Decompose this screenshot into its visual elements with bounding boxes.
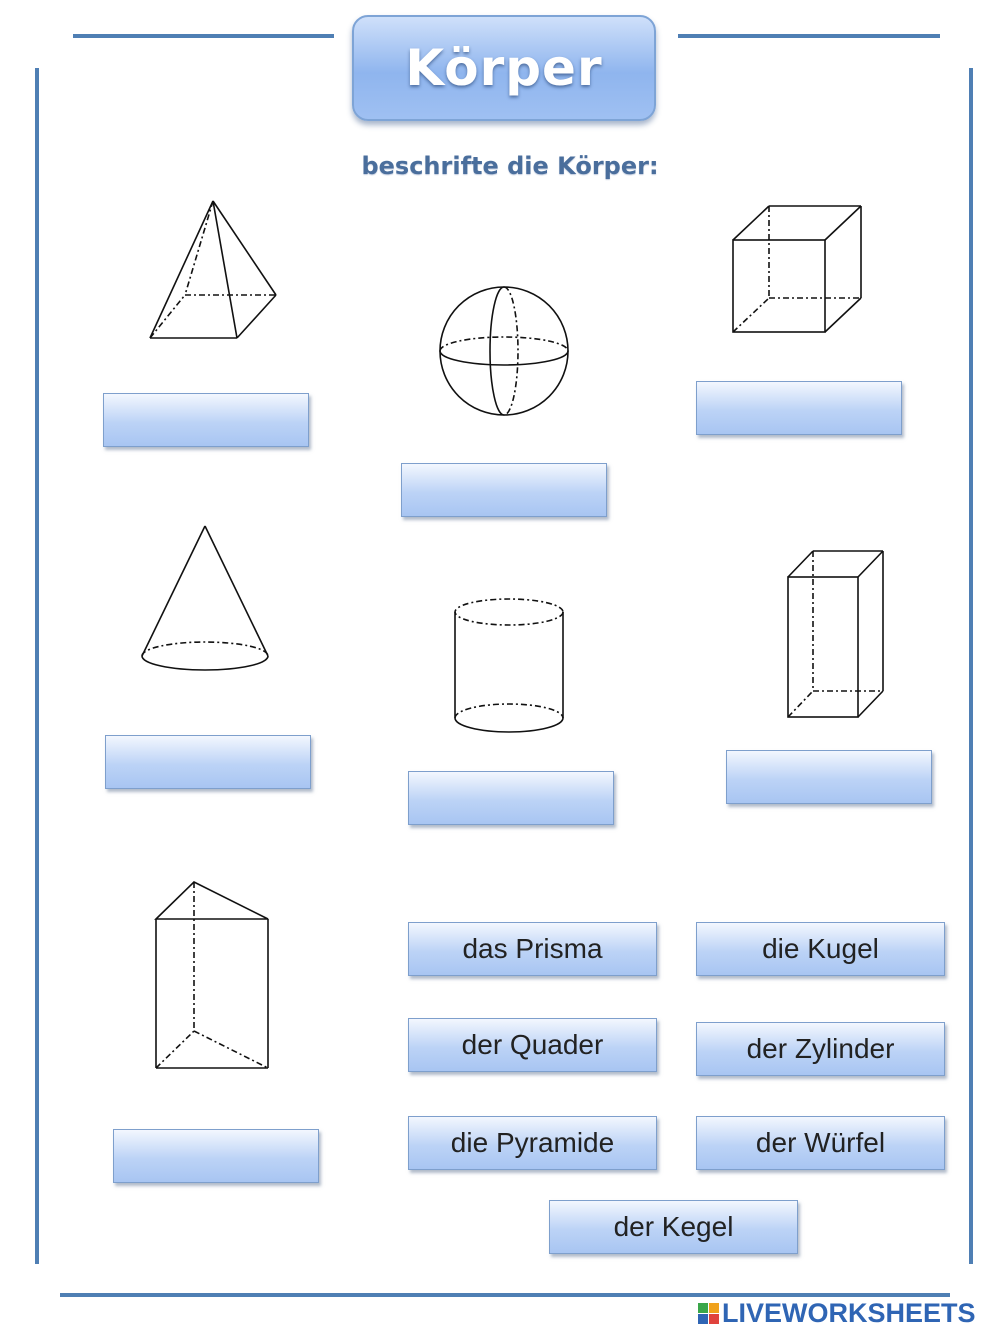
pyramid-icon xyxy=(140,195,285,345)
drop-box-cone[interactable] xyxy=(105,735,311,789)
logo-text: LIVEWORKSHEETS xyxy=(722,1297,976,1328)
cone-icon xyxy=(133,520,278,675)
logo-mark-icon xyxy=(698,1303,719,1324)
sphere-icon xyxy=(433,282,575,420)
drop-box-cuboid[interactable] xyxy=(726,750,932,804)
frame-left-line xyxy=(35,68,39,1264)
answer-tile[interactable]: die Kugel xyxy=(696,922,945,976)
drop-box-cylinder[interactable] xyxy=(408,771,614,825)
answer-tile[interactable]: der Würfel xyxy=(696,1116,945,1170)
drop-box-sphere[interactable] xyxy=(401,463,607,517)
prism-icon xyxy=(148,876,276,1076)
drop-box-cube[interactable] xyxy=(696,381,902,435)
cube-icon xyxy=(724,198,869,340)
title-banner xyxy=(352,15,656,121)
answer-tile[interactable]: der Quader xyxy=(408,1018,657,1072)
instruction-text: beschrifte die Körper: xyxy=(361,152,659,180)
liveworksheets-logo xyxy=(698,1296,976,1330)
drop-box-prism[interactable] xyxy=(113,1129,319,1183)
frame-top-right-line xyxy=(678,34,940,38)
answer-tile[interactable]: das Prisma xyxy=(408,922,657,976)
frame-top-left-line xyxy=(73,34,334,38)
answer-tile[interactable]: die Pyramide xyxy=(408,1116,657,1170)
cuboid-icon xyxy=(780,545,890,725)
drop-box-pyramid[interactable] xyxy=(103,393,309,447)
cylinder-icon xyxy=(447,592,572,742)
answer-tile[interactable]: der Zylinder xyxy=(696,1022,945,1076)
frame-right-line xyxy=(969,68,973,1264)
page-title: Körper xyxy=(405,39,603,97)
answer-tile[interactable]: der Kegel xyxy=(549,1200,798,1254)
